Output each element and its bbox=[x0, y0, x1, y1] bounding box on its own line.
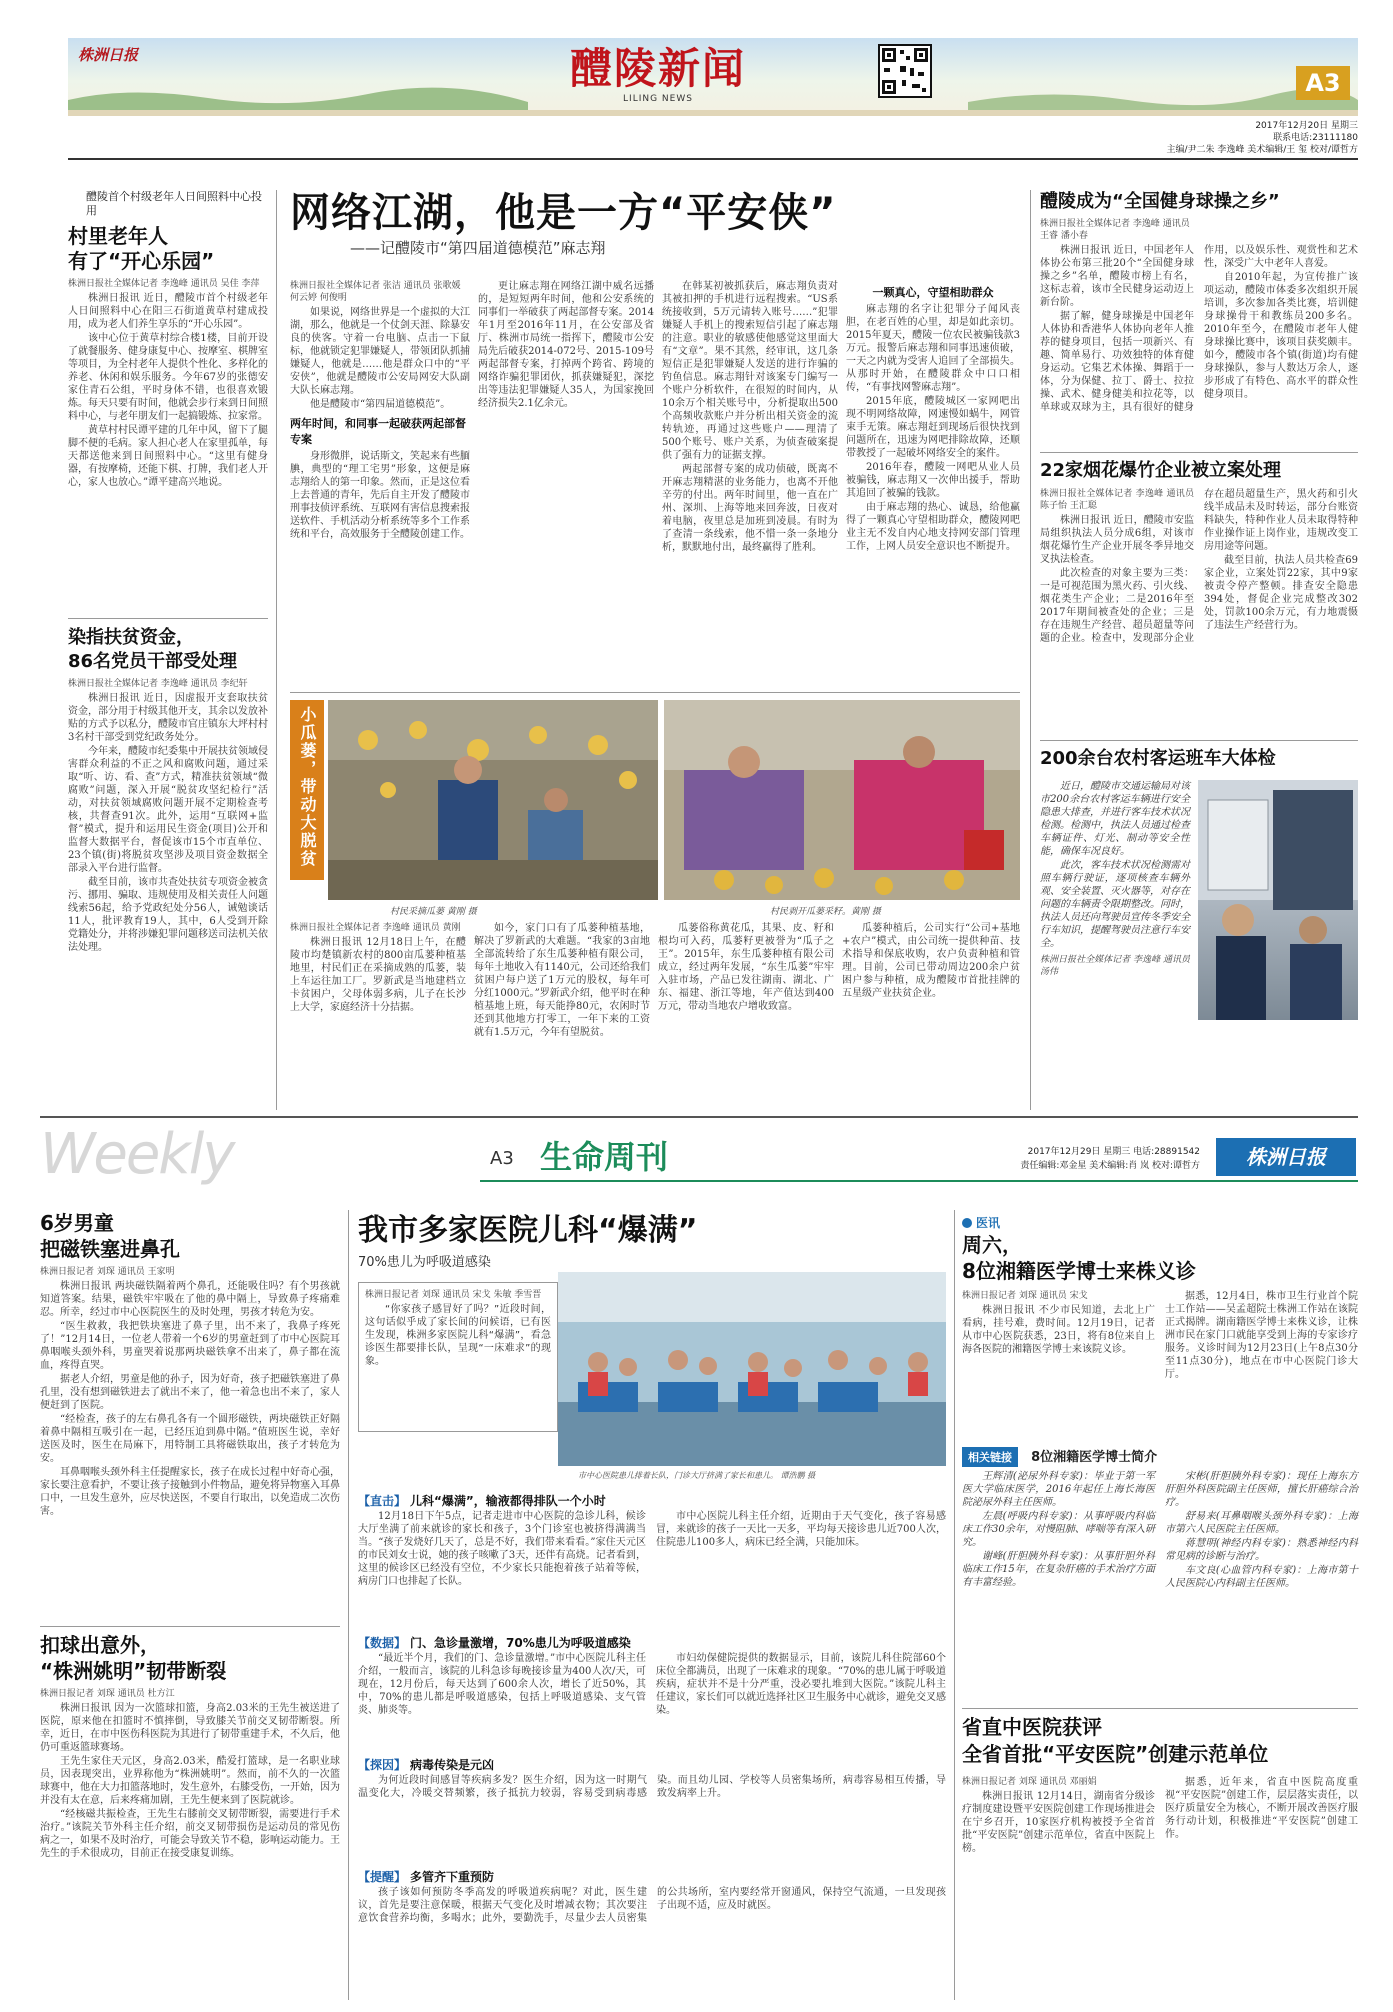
gourd-col-2 bbox=[474, 922, 650, 1110]
weekly-section-title: 生命周刊 bbox=[540, 1138, 669, 1176]
section-title: 醴陵新闻 bbox=[569, 44, 746, 93]
story-byline: 株洲日报记者 刘琛 通讯员 宋戈 bbox=[962, 1291, 1088, 1301]
gourd-col-3 bbox=[658, 922, 834, 1110]
column-text bbox=[656, 1510, 946, 1628]
story-byline: 株洲日报社全媒体记者 张洁 通讯员 张歌媛 何云婷 何俊明 bbox=[290, 281, 461, 303]
paragraph: 瓜蒌种植后，公司实行“公司+基地+农户”模式，由公司统一提供种苗、技术指导和保底收购，农户负责种植和管理。目前，公司已带动周边200余户贫困户参与种植，成为醴陵市首批挂牌的五星级产业扶贫企业。 bbox=[842, 923, 1020, 999]
column-text bbox=[656, 1652, 946, 1750]
section-rule bbox=[1040, 452, 1358, 453]
section-rule bbox=[40, 1626, 340, 1627]
paragraph: 2016年春，醴陵一网吧从业人员被骗钱，麻志翔又一次伸出援手，帮助其追回了被骗的钱款。 bbox=[846, 462, 1020, 499]
headline-line-2: 全省首批“平安医院”创建示范单位 bbox=[962, 1742, 1269, 1766]
experts-story bbox=[962, 1212, 1358, 1702]
headline-line-1: 6岁男童 bbox=[40, 1211, 114, 1235]
related-title: 8位湘籍医学博士简介 bbox=[1031, 1450, 1158, 1465]
intro-text bbox=[365, 1303, 551, 1368]
paragraph: “经核磁共振检查，王先生右膝前交叉韧带断裂，需要进行手术治疗。”该院关节外科主任介绍，前交叉韧带损伤是运动员的常见伤病之一，如果不及时治疗，可能会导致关节不稳，影响运动能力。王先生的手术很成功，目前正在接受康复训练。 bbox=[40, 1809, 340, 1859]
story-body bbox=[40, 1280, 340, 1518]
column-text bbox=[846, 303, 1020, 553]
section-tag: 【探因】 bbox=[358, 1758, 407, 1772]
related-tag: 相关链接 bbox=[962, 1447, 1018, 1467]
expert-item: 左晨(呼吸内科专家)：从事呼吸内科临床工作30余年，对慢阻肺、哮喘等有深入研究。 bbox=[962, 1511, 1155, 1548]
masthead-date: 2017年12月20日 星期三 bbox=[1255, 121, 1358, 131]
subhead bbox=[358, 1756, 946, 1773]
paragraph: 近日，醴陵市交通运输局对该市200余台农村客运车辆进行安全隐患大排查，并进行客车技术状况检测。检测中，执法人员通过检查车辆证件、灯光、制动等安全性能，确保车况良好。 bbox=[1040, 781, 1190, 857]
main-story-headline-block bbox=[290, 188, 1010, 276]
related-body bbox=[962, 1470, 1358, 1670]
story-byline: 株洲日报社全媒体记者 李逸峰 通讯员 陈子怡 王汇聪 bbox=[1040, 489, 1194, 511]
subhead-text: 儿科“爆满”，输液都得排队一个小时 bbox=[410, 1494, 606, 1508]
column-rule bbox=[1030, 190, 1031, 1110]
story-byline: 株洲日报记者 刘琛 通讯员 宋戈 朱敏 季雪晋 bbox=[365, 1290, 542, 1300]
main-col-1 bbox=[290, 280, 470, 690]
subhead: 一颗真心，守望相助群众 bbox=[872, 286, 994, 299]
subhead bbox=[358, 1634, 946, 1651]
elderly-center-story bbox=[68, 190, 268, 610]
paragraph: 2015年底，醴陵城区一家网吧出现不明网络故障，网速慢如蜗牛，网管束手无策。麻志翔赶到现场后很快找到问题所在，迅速为网吧排除故障，还顺带教授了一起破坏网络安全的案件。 bbox=[846, 396, 1020, 459]
paragraph: 株洲日报讯 12月14日，湖南省分级诊疗制度建设暨平安医院创建工作现场推进会在宁乡召开，10家医疗机构被授予全省首批“平安医院”创建示范单位，省直中医院上榜。 bbox=[962, 1791, 1155, 1854]
pediatric-photo bbox=[558, 1272, 946, 1466]
paragraph: 据悉，近年来，省直中医院高度重视“平安医院”创建工作，层层落实责任，以医疗质量安全为核心，不断开展改善医疗服务行动计划，积极推进“平安医院”创建工作。 bbox=[1165, 1777, 1358, 1840]
section-tag: 【提醒】 bbox=[358, 1870, 407, 1884]
gourd-story-body bbox=[290, 922, 1020, 1110]
story-headline bbox=[68, 224, 268, 274]
paragraph: 身形微胖，说话斯文，笑起来有些腼腆，典型的“理工宅男”形象，这便是麻志翔给人的第一印象。然而，正是这位看上去普通的青年，先后自主开发了醴陵市刑事技侦评系统、互联网有害信息搜索报送软件、手机活动分析系统等多个工作系统和平台，高效服务于全醴陵创建工作。 bbox=[290, 451, 470, 540]
paragraph: 据了解，健身球操是中国老年人体协和香港华人体协向老年人推荐的健身项目，包括一项新兴、有趣、简单易行、功效独特的体育健身运动。它集艺术体操、舞蹈于一体，分为保健、拉丁、爵士、拉拉操、武术、健身健美和拉花等，以单球或双球为主，具有很好的健身作用，以及娱乐性、观赏性和艺术性，深受广大中老年人喜爱。 bbox=[1040, 245, 1358, 413]
story-body bbox=[962, 1776, 1358, 1855]
expert-item: 舒易来(耳鼻咽喉头颈外科专家)：上海市第六人民医院主任医师。 bbox=[1165, 1511, 1358, 1535]
column-text bbox=[358, 1510, 646, 1628]
pediatric-story bbox=[358, 1212, 946, 2002]
magnet-story bbox=[40, 1210, 340, 1620]
paragraph: 王先生家住天元区，身高2.03米，酷爱打篮球，是一名职业球员，因表现突出，业界称他为“株洲姚明”。然而，前不久的一次篮球赛中，他在大力扣篮落地时，发生意外，右膝受伤，一开始，因为并没有太在意，后来疼痛加剧，王先生便来到了医院就诊。 bbox=[40, 1756, 340, 1806]
section-rule bbox=[962, 1708, 1358, 1709]
section-rule bbox=[68, 618, 268, 619]
story-headline bbox=[40, 1632, 340, 1684]
main-headline: 网络江湖，他是一方“平安侠” bbox=[290, 190, 837, 236]
news-tag bbox=[962, 1212, 1358, 1232]
story-body bbox=[68, 692, 268, 954]
paragraph: 更让麻志翔在网络江湖中威名远播的，是短短两年时间，他和公安系统的同事们一举破获了两起部督专案。2014年1月至2016年11月，在公安部及省厅、株洲市局统一指挥下，醴陵市公安局先后破获2014-072号、2015-109号两起部督专案，打掉两个跨省、跨境的网络诈骗犯罪团伙，抓获嫌疑犯，深挖出等违法犯罪嫌疑人35人，为国家挽回经济损失2.1亿余元。 bbox=[478, 281, 654, 409]
story-headline: 22家烟花爆竹企业被立案处理 bbox=[1040, 460, 1282, 481]
paragraph: “你家孩子感冒好了吗？”近段时间，这句话似乎成了家长间的问候语，已有医生发现，株洲多家医院儿科“爆满”，看急诊医生都要排长队，呈现“一床难求”的现象。 bbox=[365, 1304, 551, 1367]
fireworks-story bbox=[1040, 458, 1358, 733]
story-headline: 200余台农村客运班车大体检 bbox=[1040, 748, 1276, 769]
headline-line-1: 染指扶贫资金， bbox=[68, 627, 194, 648]
photo-caption: 村民采摘瓜蒌 黄刚 摄 bbox=[390, 907, 477, 917]
paragraph: 市中心医院儿科主任介绍，近期由于天气变化，孩子容易感冒，来就诊的孩子一天比一天多，平均每天接诊患儿近700人次，住院患儿100多人，病床已经全满，只能加床。 bbox=[656, 1511, 946, 1548]
column-rule bbox=[348, 1210, 349, 2000]
paragraph: 孩子该如何预防冬季高发的呼吸道疾病呢？对此，医生建议，首先是要注意保暖，根据天气变化及时增减衣物；其次要注意饮食营养均衡，多喝水；此外，要勤洗手，尽量少去人员密集的公共场所，室内要经常开窗通风，保持空气流通，一旦发现孩子出现不适，应及时就医。 bbox=[358, 1887, 946, 1924]
paragraph: 株洲日报讯 近日，醴陵市安监局组织执法人员分成6组，对该市烟花爆竹生产企业开展冬季异地交叉执法检查。 bbox=[1040, 515, 1194, 565]
basketball-story bbox=[40, 1632, 340, 2002]
story-byline: 株洲日报社全媒体记者 李逸峰 通讯员 李纪轩 bbox=[68, 679, 248, 689]
headline-line-2: 86名党员干部受处理 bbox=[68, 651, 238, 672]
main-col-4 bbox=[846, 280, 1020, 690]
story-headline: 醴陵成为“全国健身球操之乡” bbox=[1040, 191, 1280, 212]
page-divider bbox=[40, 1116, 1358, 1118]
intro-box bbox=[358, 1282, 558, 1432]
story-headline bbox=[40, 1210, 340, 1262]
masthead-rule bbox=[68, 158, 1358, 160]
paragraph: 由于麻志翔的热心、诚恳，给他赢得了一颗真心守望相助群众，醴陵网吧业主无不发自内心地支持网安部门管理工作，上网人员安全意识也不断提升。 bbox=[846, 502, 1020, 552]
subhead-text: 多管齐下重预防 bbox=[410, 1870, 495, 1884]
paragraph: “医生救救，我把铁块塞进了鼻子里，出不来了，我鼻子疼死了！”12月14日，一位老人带着一个6岁的男童赶到了市中心医院耳鼻咽喉头颈外科，男童哭着说那两块磁铁拿不出来了，鼻子都在流血，疼得直哭。 bbox=[40, 1321, 340, 1371]
story-headline: 我市多家医院儿科“爆满” bbox=[358, 1213, 698, 1248]
column-text bbox=[290, 306, 470, 411]
vertical-tag-text: 小瓜蒌，带动大脱贫 bbox=[298, 706, 317, 868]
tag-label: 医讯 bbox=[976, 1216, 1001, 1230]
paragraph: 据悉，12月4日，株市卫生行业首个院士工作站——吴孟超院士株洲工作站在该院正式揭牌。湖南籍医学博士来株义诊，让株洲市民在家门口就能享受到上海的专家诊疗服务。义诊时间为12月23日(上午8点30分至11点30分)，地点在市中心医院门诊大厅。 bbox=[1165, 1291, 1358, 1380]
paragraph: 12月18日下午5点，记者走进市中心医院的急诊儿科，候诊大厅坐满了前来就诊的家长和孩子，3个门诊室也被挤得满满当当。“孩子发烧好几天了，总是不好，我们带来看看。”家住天元区的市民刘女士说，她的孩子咳嗽了3天，还伴有高烧。记者看到，这里的候诊区已经没有空位，不少家长只能抱着孩子站着等候，病房门口也排起了长队。 bbox=[358, 1511, 646, 1587]
story-body bbox=[1040, 244, 1358, 414]
paragraph: 截至目前，该市共查处扶贫专项资金被贪污、挪用、骗取、违规使用及相关责任人问题线索56起，给予党政纪处分56人，诫勉谈话11人，批评教育19人，其中，6人受到开除党籍处分，并将涉嫌犯罪问题移送司法机关依法处理。 bbox=[68, 877, 268, 953]
paper-logo: 株洲日报 bbox=[78, 46, 139, 64]
story-headline bbox=[962, 1232, 1358, 1284]
story-kicker: 醴陵首个村级老年人日间照料中心投用 bbox=[86, 190, 262, 217]
masthead-banner bbox=[68, 38, 1358, 116]
paragraph: 耳鼻咽喉头颈外科主任提醒家长，孩子在成长过程中好奇心强，家长要注意看护，不要让孩子接触到小件物品，避免将异物塞入耳鼻口中，一旦发生意外，应尽快送医，不要自行取出，以免造成二次伤害。 bbox=[40, 1467, 340, 1517]
paragraph: 株洲日报讯 不少市民知道，去北上广看病，挂号难，费时间。12月19日，记者从市中心医院获悉，23日，将有8位来自上海各医院的湘籍医学博士来该院义诊。 bbox=[962, 1305, 1155, 1355]
section-direct bbox=[358, 1488, 946, 1628]
expert-item: 谢峰(肝胆胰外科专家)：从事肝胆外科临床工作15年，在复杂肝癌的手术治疗方面有丰富经验。 bbox=[962, 1551, 1155, 1588]
section-tag: 【直击】 bbox=[358, 1494, 407, 1508]
section-title-en: LILING NEWS bbox=[623, 94, 693, 104]
story-byline: 株洲日报记者 刘琛 通讯员 王家明 bbox=[40, 1267, 175, 1277]
story-headline bbox=[68, 626, 268, 674]
paragraph: 据老人介绍，男童是他的孙子，因为好奇，孩子把磁铁塞进了鼻孔里，没有想到磁铁进去了就出不来了，他一着急也出不来了，家人便赶到了医院。 bbox=[40, 1374, 340, 1411]
paragraph: 株洲日报讯 近日，醴陵市首个村级老年人日间照料中心在阳三石街道黄草村建成投用，成为老人们养生享乐的“开心乐园”。 bbox=[68, 293, 268, 330]
expert-item: 宋彬(肝胆胰外科专家)：现任上海东方肝胆外科医院副主任医师，擅长肝癌综合治疗。 bbox=[1165, 1471, 1358, 1508]
gourd-col-4 bbox=[842, 922, 1020, 1110]
headline-line-1: 扣球出意外， bbox=[40, 1633, 160, 1657]
headline-line-1: 周六， bbox=[962, 1233, 1022, 1257]
tag-dot-icon bbox=[962, 1218, 972, 1228]
main-col-3 bbox=[662, 280, 838, 690]
weekly-date-line: 2017年12月29日 星期三 电话:28891542 bbox=[1027, 1147, 1200, 1157]
expert-item: 王辉清(泌尿外科专家)：毕业于第一军医大学临床医学，2016年起任上海长海医院泌尿外科主任医师。 bbox=[962, 1471, 1155, 1508]
paragraph: “经检查，孩子的左右鼻孔各有一个圆形磁铁，两块磁铁正好隔着鼻中隔相互吸引在一起，已经压迫到鼻中隔。”值班医生说，幸好送医及时，医生在局麻下，用特制工具将磁铁取出，孩子才转危为安。 bbox=[40, 1414, 340, 1464]
paragraph: 今年来，醴陵市纪委集中开展扶贫领域侵害群众利益的不正之风和腐败问题，通过采取“听、访、看、查”方式，精准扶贫领域“微腐败”问题，深入开展“脱贫攻坚纪检行”活动，对扶贫领域腐败问题开展不定期检查考核，共督查91次。此外，运用“互联网+监督”模式，提升和运用民生资金(项目)公开和监督大数据平台，督促该市15个市直单位、23个镇(街)将脱贫攻坚涉及项目资金数据全部录入平台进行监督。 bbox=[68, 746, 268, 874]
story-subtitle: 70%患儿为呼吸道感染 bbox=[358, 1255, 491, 1270]
main-col-2 bbox=[478, 280, 654, 690]
subhead-text: 病毒传染是元凶 bbox=[410, 1758, 495, 1772]
paragraph: 黄草村村民谭平建的几年中风，留下了腿脚不便的毛病。家人担心老人在家里孤单，每天都送他来到日间照料中心。“这里有健身器，有按摩椅，还能下棋、打牌，我们老人开心，家人也放心。”谭平建高兴地说。 bbox=[68, 425, 268, 488]
paragraph: 市妇幼保健院提供的数据显示，目前，该院儿科住院部60个床位全都满员，出现了一床难求的现象。“70%的患儿属于呼吸道疾病，症状并不是十分严重，没必要扎堆到大医院。”该院儿科主任建议，家长们可以就近选择社区卫生服务中心就诊，避免交叉感染。 bbox=[656, 1653, 946, 1716]
paragraph: 该中心位于黄草村综合楼1楼，目前开设了就餐服务、健身康复中心、按摩室、棋牌室等项目，为全村老年人提供个性化、多样化的养老、休闲和娱乐服务。今年67岁的张德安家住青石公组，平时身体不错，也很喜欢锻炼。每天只要有时间，他就会步行来到日间照料中心，与老年朋友们一起搞锻炼、拉家常。 bbox=[68, 333, 268, 422]
column-rule bbox=[276, 190, 277, 1110]
main-subtitle: ——记醴陵市“第四届道德模范”麻志翔 bbox=[350, 239, 606, 257]
weekly-editors: 责任编辑:邓金星 美术编辑:肖 岚 校对:谭哲方 bbox=[1020, 1161, 1200, 1171]
column-text bbox=[358, 1886, 946, 1996]
paragraph: 为何近段时间感冒等疾病多发？医生介绍，因为这一时期气温变化大，冷暖交替频繁，孩子抵抗力较弱，容易受到病毒感染。而且幼儿园、学校等人员密集场所，病毒容易相互传播，导致发病率上升。 bbox=[358, 1775, 946, 1799]
headline-line-1: 村里老年人 bbox=[68, 224, 168, 248]
section-rule bbox=[290, 692, 1020, 693]
section-cause bbox=[358, 1752, 946, 1862]
section-title-block bbox=[548, 44, 768, 114]
column-text bbox=[478, 280, 654, 410]
paragraph: 此次，客车技术状况检测需对照车辆行驶证，逐项核查车辆外观、安全装置、灭火器等，对存在问题的车辆责令限期整改。同时，执法人员还向驾驶员宣传冬季安全行车知识，提醒驾驶员注意行车安全。 bbox=[1040, 860, 1190, 949]
headline-line-2: 有了“开心乐园” bbox=[68, 249, 215, 273]
column-text bbox=[358, 1652, 646, 1750]
story-body bbox=[40, 1702, 340, 1860]
column-text bbox=[290, 450, 470, 541]
section-advice bbox=[358, 1864, 946, 1998]
weekly-logo: 株洲日报 bbox=[1216, 1138, 1356, 1176]
paragraph: 在韩某初被抓获后，麻志翔负责对其被扣押的手机进行远程搜索。“US系统接收到，5万元请转入账号……”犯罪嫌疑人手机上的搜索短信引起了麻志翔的注意。职业的敏感使他感觉这里面大有“文章”。果不其然，经审讯，这几条短信正是犯罪嫌疑人发送的进行诈骗的钓鱼信息。麻志翔针对该案专门编写一个账户分析软件，在很短的时间内，从10余万个相关账号中，分析提取出500个高频收款账户并分析出相关资金的流转轨迹，再通过这些账户——理清了500个账号、账户关系，为侦查破案提供了强有力的证据支撑。 bbox=[662, 281, 838, 461]
paragraph: 株洲日报讯 因为一次篮球扣篮，身高2.03米的王先生被送进了医院，原来他在扣篮时不慎摔倒，导致膝关节前交叉韧带断裂。所幸，近日，在市中医伤科医院为其进行了韧带重建手术，不久后，他仍可重返篮球赛场。 bbox=[40, 1703, 340, 1753]
vertical-tag bbox=[290, 700, 324, 880]
gourd-photo-1 bbox=[328, 700, 658, 900]
weekly-watermark: Weekly bbox=[40, 1122, 234, 1187]
main-story-body bbox=[290, 280, 1020, 690]
headline-line-2: “株洲姚明”韧带断裂 bbox=[40, 1659, 227, 1683]
weekly-masthead bbox=[40, 1122, 1358, 1208]
column-text bbox=[290, 936, 466, 1014]
page-code: A3 bbox=[1296, 66, 1350, 100]
photo-caption: 村民剥开瓜蒌采籽。黄刚 摄 bbox=[770, 907, 881, 917]
expert-item: 蒋慧明(神经内科专家)：熟悉神经内科常见病的诊断与治疗。 bbox=[1165, 1538, 1358, 1562]
paragraph: 如今，家门口有了瓜蒌种植基地，解决了罗新武的大难题。“我家的3亩地全部流转给了东生瓜蒌种植有限公司，每年土地收入有1140元，公司还给我们贫困户每户送了1万元的股权，每年可分红1000元。”罗新武介绍，他平时在种植基地上班，每天能挣80元，农闲时节还到其他地方打零工，一年下来的工资就有1.5万元，今年有望脱贫。 bbox=[474, 923, 650, 1038]
paragraph: 自2010年起，为宣传推广该项运动，醴陵市体委多次组织开展培训，多次参加各类比赛，培训健身球操骨干和教练员200多名。2010年至今，在醴陵市老年人健身球操比赛中，该项目获奖颇丰。如今，醴陵市各个镇(街道)均有健身球操队，参与人数达万余人，逐步形成了有特色、高水平的群众性健身项目。 bbox=[1204, 272, 1358, 400]
story-credit: 株洲日报社全媒体记者 李逸峰 通讯员 汤伟 bbox=[1040, 955, 1190, 977]
story-body bbox=[1040, 488, 1358, 645]
paragraph: 株洲日报讯 近日，中国老年人体协公布第三批20个“全国健身球操之乡”名单，醴陵市榜上有名，这标志着，该市全民健身运动迈上新台阶。 bbox=[1040, 245, 1194, 308]
fitness-story bbox=[1040, 190, 1358, 460]
paragraph: “最近半个月，我们的门、急诊量激增。”市中心医院儿科主任介绍，一般而言，该院的儿科急诊每晚接诊量为400人次/天，可现在，12月份后，每天达到了600余人次，增长了近50%，其中，70%的患儿都是呼吸道感染，包括上呼吸道感染、支气管炎、肺炎等。 bbox=[358, 1653, 646, 1716]
gourd-col-1 bbox=[290, 922, 466, 1110]
paragraph: 株洲日报讯 近日，因虚报开支套取扶贫资金，部分用于村级其他开支，其余以发放补贴的方式予以私分，醴陵市官庄镇东大坪村村3名村干部受到党纪政务处分。 bbox=[68, 693, 268, 743]
story-body bbox=[68, 292, 268, 489]
poverty-fund-story bbox=[68, 626, 268, 1106]
tcm-hospital-story bbox=[962, 1714, 1358, 2004]
weekly-page-code: A3 bbox=[490, 1148, 514, 1169]
paragraph: 他是醴陵市“第四届道德模范”。 bbox=[310, 399, 451, 410]
gourd-photo-2 bbox=[664, 700, 1020, 900]
column-text bbox=[358, 1774, 946, 1862]
paragraph: 如果说，网络世界是一个虚拟的大江湖，那么，他就是一个仗剑天涯、除暴安良的侠客。守着一台电脑、点击一下鼠标，他就锁定犯罪嫌疑人，带领团队抓捕嫌疑人，他就是……他是群众口中的“平安侠”，他就是醴陵市公安局网安大队副大队长麻志翔。 bbox=[290, 307, 470, 396]
masthead-phone: 联系电话:23111180 bbox=[1273, 133, 1358, 143]
expert-item: 车文良(心血管内科专家)：上海市第十人民医院心内科副主任医师。 bbox=[1165, 1565, 1358, 1589]
qr-code bbox=[878, 44, 932, 98]
story-byline: 株洲日报社全媒体记者 李逸峰 通讯员 吴佳 李萍 bbox=[68, 279, 260, 289]
subhead bbox=[358, 1868, 946, 1885]
story-headline bbox=[962, 1714, 1358, 1768]
headline-line-2: 8位湘籍医学博士来株义诊 bbox=[962, 1259, 1196, 1283]
bus-inspection-story bbox=[1040, 746, 1358, 1106]
paragraph: 麻志翔的名字让犯罪分子闻风丧胆，在老百姓的心里，却是如此亲切。2015年夏天，醴陵一位农民被骗钱款3万元。报警后麻志翔和同事迅速侦破，一天之内就为受害人追回了全部损失。从那时开始，在醴陵群众中口口相传，“有事找网警麻志翔”。 bbox=[846, 304, 1020, 393]
story-body bbox=[962, 1290, 1358, 1440]
section-tag: 【数据】 bbox=[358, 1636, 407, 1650]
subhead-text: 门、急诊量激增，70%患儿为呼吸道感染 bbox=[410, 1636, 631, 1650]
subhead: 两年时间，和同事一起破获两起部督专案 bbox=[290, 417, 466, 446]
paragraph: 瓜蒌俗称黄花瓜，其果、皮、籽和根均可入药，瓜蒌籽更被誉为“瓜子之王”。2015年，东生瓜蒌种植有限公司成立，经过两年发展，“东生瓜蒌”牢牢入驻市场，产品已发往湖南、湖北、广东、福建、浙江等地，年产值达到400万元，带动当地农户增收致富。 bbox=[658, 923, 834, 1012]
bus-inspection-photo bbox=[1198, 780, 1358, 1020]
weekly-rule bbox=[480, 1180, 1358, 1182]
headline-line-1: 省直中医院获评 bbox=[962, 1715, 1102, 1739]
related-header bbox=[962, 1446, 1358, 1466]
story-byline: 株洲日报记者 刘琛 通讯员 邓丽娟 bbox=[962, 1777, 1097, 1787]
paragraph: 株洲日报讯 12月18日上午，在醴陵市均楚镇新农村的800亩瓜蒌种植基地里，村民们正在采摘成熟的瓜蒌，装上车运往加工厂。罗新武是当地建档立卡贫困户，父母体弱多病，儿子在长沙上大学，家庭经济十分拮据。 bbox=[290, 937, 466, 1013]
headline-line-2: 把磁铁塞进鼻孔 bbox=[40, 1237, 180, 1261]
subhead bbox=[358, 1492, 946, 1509]
column-rule bbox=[954, 1210, 955, 2000]
story-byline: 株洲日报记者 刘琛 通讯员 杜方江 bbox=[40, 1689, 175, 1699]
section-data bbox=[358, 1630, 946, 1750]
photo-caption: 市中心医院患儿排着长队，门诊大厅挤满了家长和患儿。 谭浩鹏 摄 bbox=[578, 1471, 816, 1480]
masthead-editors: 主编/尹二朱 李逸峰 美术编辑/王 玺 校对/谭哲方 bbox=[1166, 145, 1358, 155]
paragraph: 截至目前，执法人员共检查69家企业，立案处罚22家，其中9家被责令停产整顿。排查安全隐患394处，督促企业完成整改302处，罚款100余万元，有力地震慑了违法生产经营行为。 bbox=[1204, 555, 1358, 631]
column-text bbox=[662, 280, 838, 554]
paragraph: 两起部督专案的成功侦破，既离不开麻志翔精湛的业务能力，也离不开他辛劳的付出。两年时间里，他一直在广州、深圳、上海等地来回奔波，日夜对着电脑，夜里总是加班到凌晨。有时为了查清一条线索，他不惜一条一条地分析，默默地付出，最终赢得了胜利。 bbox=[662, 464, 838, 553]
paragraph: 此次检查的对象主要为三类：一是可视范围为黑火药、引火线、烟花类生产企业；二是2016年至2017年期间被查处的企业；三是存在违规生产经营、超员超量等问题的企业。检查中，发现部分企业存在超员超量生产，黑火药和引火线半成品未及时转运，部分台账资料缺失，特种作业人员未取得特种作业操作证上岗作业，违规改变工房用途等问题。 bbox=[1040, 489, 1358, 644]
top-masthead bbox=[68, 38, 1358, 155]
story-byline: 株洲日报社全媒体记者 李逸峰 通讯员 黄刚 bbox=[290, 923, 461, 933]
story-byline: 株洲日报社全媒体记者 李逸峰 通讯员 王睿 潘小春 bbox=[1040, 219, 1190, 241]
paragraph: 株洲日报讯 两块磁铁隔着两个鼻孔，还能吸住吗？有个男孩就知道答案。结果，磁铁牢牢吸在了他的鼻中隔上，导致鼻子疼痛难忍。所幸，经过市中心医院医生的及时处理，男孩才转危为安。 bbox=[40, 1281, 340, 1318]
story-body bbox=[1040, 780, 1190, 1100]
section-rule bbox=[1040, 740, 1358, 741]
